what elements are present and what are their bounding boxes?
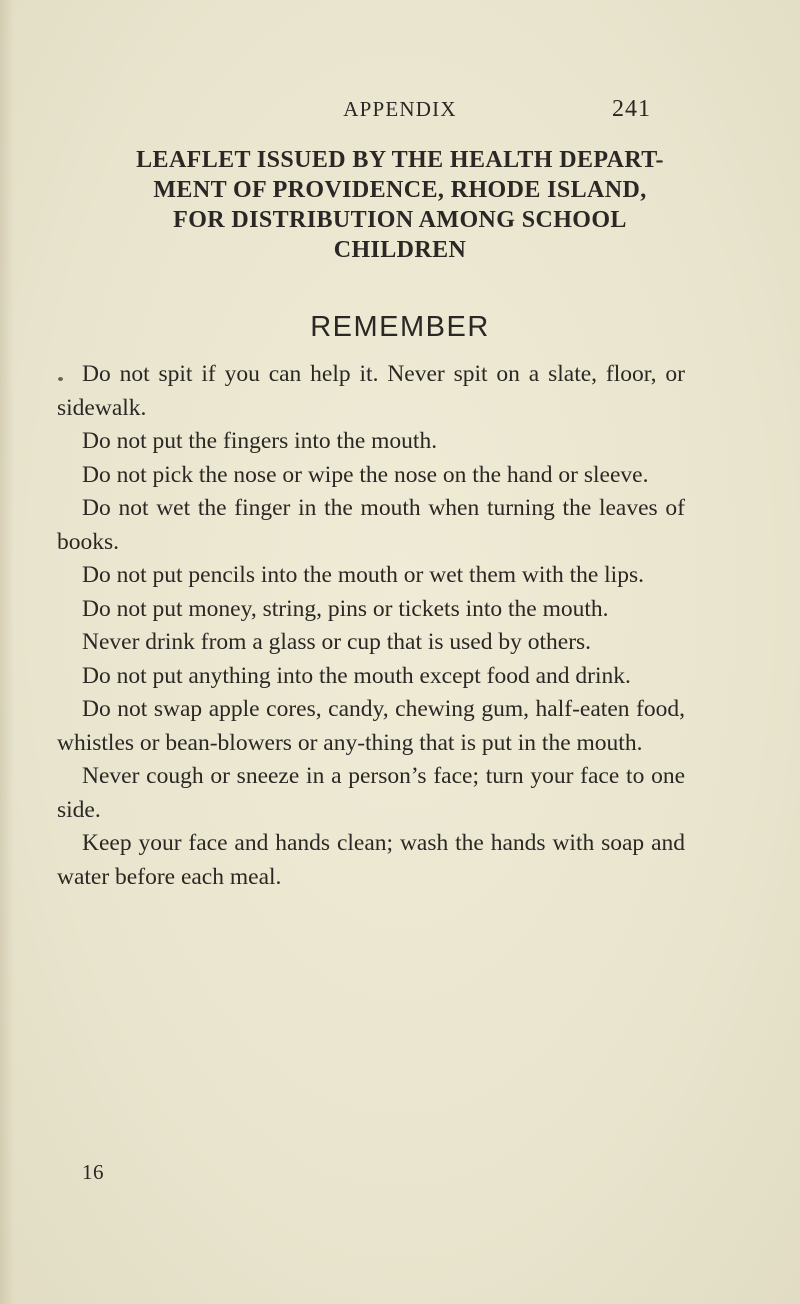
rule-item: Do not put money, string, pins or tickets into the mouth. — [82, 595, 609, 622]
leaflet-title-line: CHILDREN — [333, 237, 467, 263]
rule-item: Do not put the fingers into the mouth. — [82, 428, 438, 454]
rules-list — [57, 358, 685, 894]
rule-item: Never cough or sneeze in a person’s face; turn your face to one side. — [57, 763, 685, 823]
rule-item: Do not put anything into the mouth except food and drink. — [82, 662, 631, 689]
rule-item: Never drink from a glass or cup that is used by others. — [82, 629, 592, 655]
leaflet-title-line: FOR DISTRIBUTION AMONG SCHOOL — [173, 207, 627, 233]
page-number: 241 — [612, 96, 651, 122]
running-head — [0, 94, 800, 124]
signature-mark: 16 — [82, 1160, 104, 1184]
rule-item: Do not put pencils into the mouth or wet them with the lips. — [82, 562, 644, 588]
leaflet-title-line: MENT OF PROVIDENCE, RHODE ISLAND, — [153, 177, 647, 203]
leaflet-title-line: LEAFLET ISSUED BY THE HEALTH DEPART- — [136, 147, 664, 173]
running-head-title: APPENDIX — [343, 97, 457, 121]
leaflet-title — [60, 145, 740, 265]
remember-heading: REMEMBER — [310, 311, 490, 343]
rule-item: Do not pick the nose or wipe the nose on the hand or sleeve. — [82, 461, 649, 488]
binding-shadow — [0, 0, 14, 1304]
rule-item: Keep your face and hands clean; wash the hands with soap and water before each meal. — [57, 830, 685, 890]
rule-item: Do not swap apple cores, candy, chewing gum, half-eaten food, whistles or bean-blowers or any-thing that is put in the mouth. — [57, 696, 685, 756]
rule-item: Do not wet the finger in the mouth when turning the leaves of books. — [57, 495, 685, 555]
rule-item: Do not spit if you can help it. Never spit on a slate, floor, or sidewalk. — [57, 361, 685, 421]
